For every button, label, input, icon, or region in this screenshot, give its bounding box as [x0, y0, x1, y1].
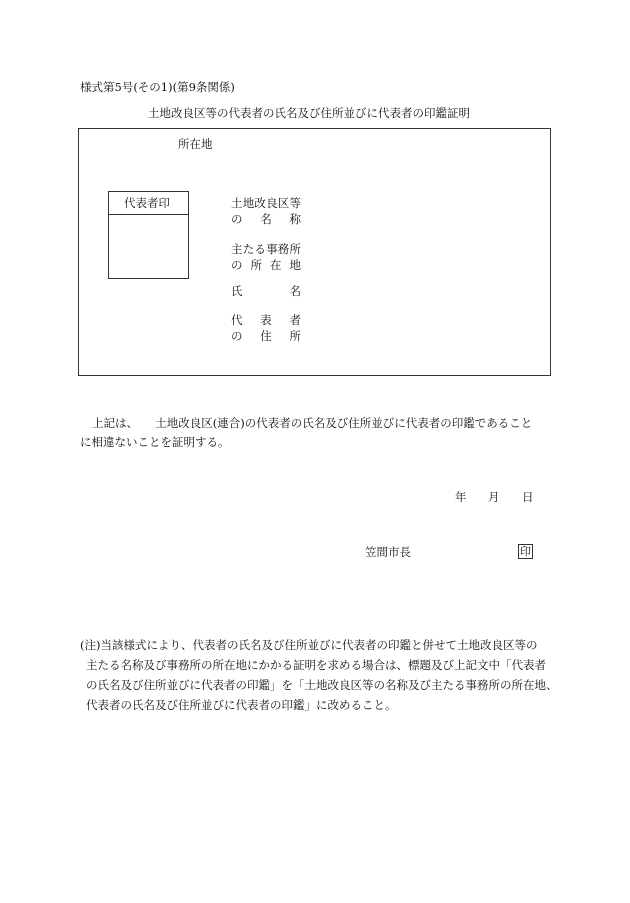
office-location-label-line1: 主たる事務所	[231, 242, 301, 256]
representative-address-label-line1: 代表者	[231, 313, 301, 327]
mayor-seal-mark: 印	[520, 545, 531, 558]
certification-text-line2: に相違ないことを証明する。	[80, 435, 230, 449]
representative-address-label-line2: の住所	[231, 329, 301, 343]
form-number: 様式第5号(その1)(第9条関係)	[80, 80, 235, 94]
note-line4: 代表者の氏名及び住所並びに代表者の印鑑」に改めること。	[86, 698, 397, 712]
date-year-label: 年	[455, 490, 467, 504]
note-line2: 主たる名称及び事務所の所在地にかかる証明を求める場合は、標題及び上記文中「代表者	[86, 658, 546, 672]
date-day-label: 日	[522, 490, 534, 504]
document-title: 土地改良区等の代表者の氏名及び住所並びに代表者の印鑑証明	[148, 106, 470, 120]
name-label: 氏名	[231, 284, 301, 298]
certification-text-line1: 上記は、 土地改良区(連合)の代表者の氏名及び住所並びに代表者の印鑑であること	[92, 416, 533, 430]
seal-box-divider	[109, 214, 188, 215]
district-name-label-line1: 土地改良区等	[231, 196, 301, 210]
mayor-label: 笠間市長	[365, 545, 411, 559]
location-label: 所在地	[178, 137, 213, 151]
note-line1: (注)当該様式により、代表者の氏名及び住所並びに代表者の印鑑と併せて土地改良区等の	[80, 638, 538, 652]
district-name-label-line2: の名称	[231, 212, 301, 226]
date-month-label: 月	[488, 490, 500, 504]
representative-seal-label: 代表者印	[124, 196, 170, 210]
office-location-label-line2: の所在地	[231, 258, 301, 272]
note-line3: の氏名及び住所並びに代表者の印鑑」を「土地改良区等の名称及び主たる事務所の所在地、	[86, 678, 558, 692]
